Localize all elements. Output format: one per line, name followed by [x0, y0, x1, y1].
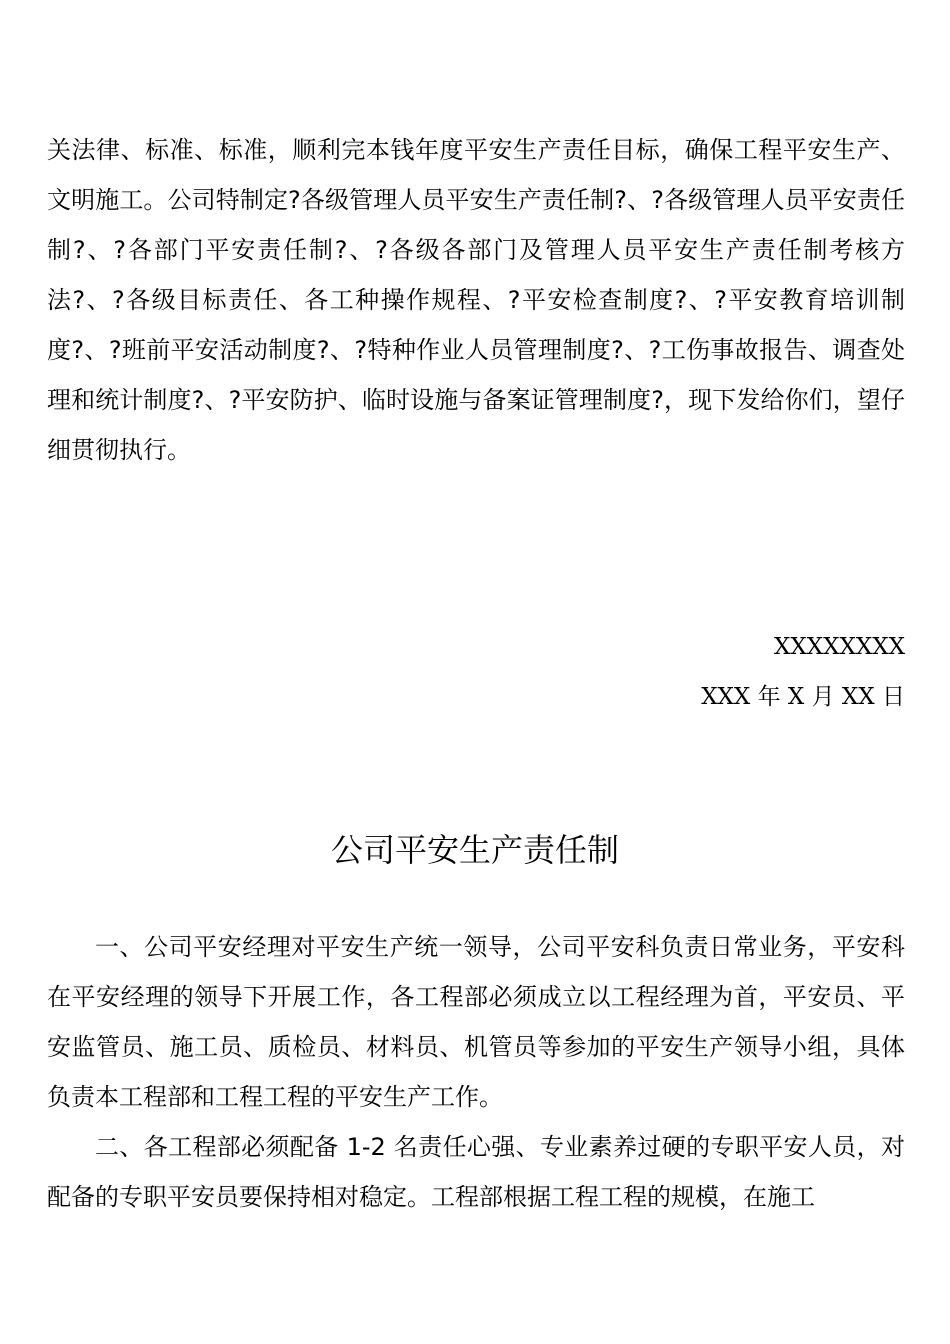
clause-paragraph-2: 二、各工程部必须配备 1-2 名责任心强、专业素养过硬的专职平安人员，对配备的专职平安员要保持相对稳定。工程部根据工程工程的规模，在施工: [47, 1133, 905, 1211]
signature-date: XXX 年 X 月 XX 日: [701, 684, 905, 710]
section-title: 公司平安生产责任制: [330, 831, 619, 869]
signature-organization: XXXXXXXX: [774, 634, 905, 660]
intro-paragraph: 关法律、标准、标准，顺利完本钱年度平安生产责任目标，确保工程平安生产、文明施工。公司特制定?各级管理人员平安生产责任制?、?各级管理人员平安责任制?、?各部门平安责任制?、?各级各部门及管理人员平安生产责任制考核方法?、?各级目标责任、各工种操作规程、?平安检查制度?、?平安教育培训制度?、?班前平安活动制度?、?特种作业人员管理制度?、?工伤事故报告、调查处理和统计制度?、?平安防护、临时设施与备案证管理制度?，现下发给你们，望仔细贯彻执行。: [47, 136, 905, 464]
clause-paragraph-1: 一、公司平安经理对平安生产统一领导，公司平安科负责日常业务，平安科在平安经理的领导下开展工作，各工程部必须成立以工程经理为首，平安员、平安监管员、施工员、质检员、材料员、机管员等参加的平安生产领导小组，具体负责本工程部和工程工程的平安生产工作。: [47, 933, 905, 1111]
